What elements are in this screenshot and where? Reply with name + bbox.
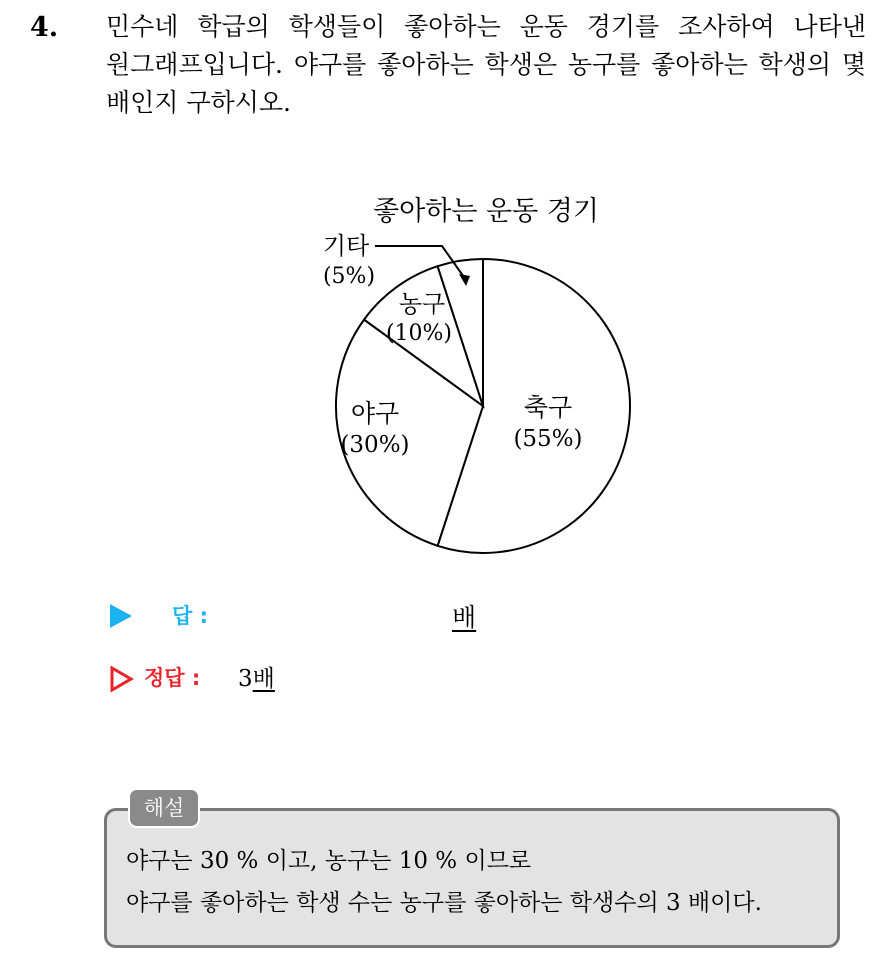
pie-chart — [320, 190, 650, 560]
question-text — [106, 8, 866, 122]
answer-unit: 배 — [452, 603, 477, 632]
correct-answer-unit: 배 — [252, 666, 275, 692]
slice-label-4: 기타 — [322, 232, 370, 260]
explanation-line-2: 야구를 좋아하는 학생 수는 농구를 좋아하는 학생수의 3 배이다. — [126, 890, 762, 916]
question-line-2: 원그래프입니다. 야구를 좋아하는 학생은 농구를 좋아하는 학생의 몇 — [106, 50, 866, 79]
correct-answer-label: 정답 : — [144, 666, 201, 690]
slice-percent-1: (55%) — [513, 426, 583, 452]
play-triangle-icon — [110, 604, 132, 628]
question-line-1: 민수네 학급의 학생들이 좋아하는 운동 경기를 조사하여 나타낸 — [106, 12, 866, 41]
outline-triangle-icon — [110, 666, 134, 692]
answer-row — [110, 598, 710, 634]
slice-percent-3: (10%) — [385, 321, 453, 346]
explanation-line-1: 야구는 30 % 이고, 농구는 10 % 이므로 — [126, 848, 532, 874]
correct-answer-value — [238, 660, 275, 693]
slice-label-2: 야구 — [350, 399, 400, 428]
slice-label-3: 농구 — [398, 290, 446, 318]
chart-title: 좋아하는 운동 경기 — [373, 196, 599, 227]
question-line-3: 배인지 구하시오. — [106, 88, 291, 117]
question-number: 4. — [30, 12, 59, 43]
correct-answer-row — [110, 660, 710, 696]
slice-percent-2: (30%) — [340, 432, 410, 458]
slice-percent-4: (5%) — [322, 264, 376, 289]
explanation-tag: 해설 — [128, 788, 200, 828]
explanation-text — [126, 840, 762, 924]
correct-answer-number: 3 — [238, 666, 253, 692]
answer-label: 답 : — [172, 604, 208, 628]
slice-label-1: 축구 — [523, 393, 573, 422]
